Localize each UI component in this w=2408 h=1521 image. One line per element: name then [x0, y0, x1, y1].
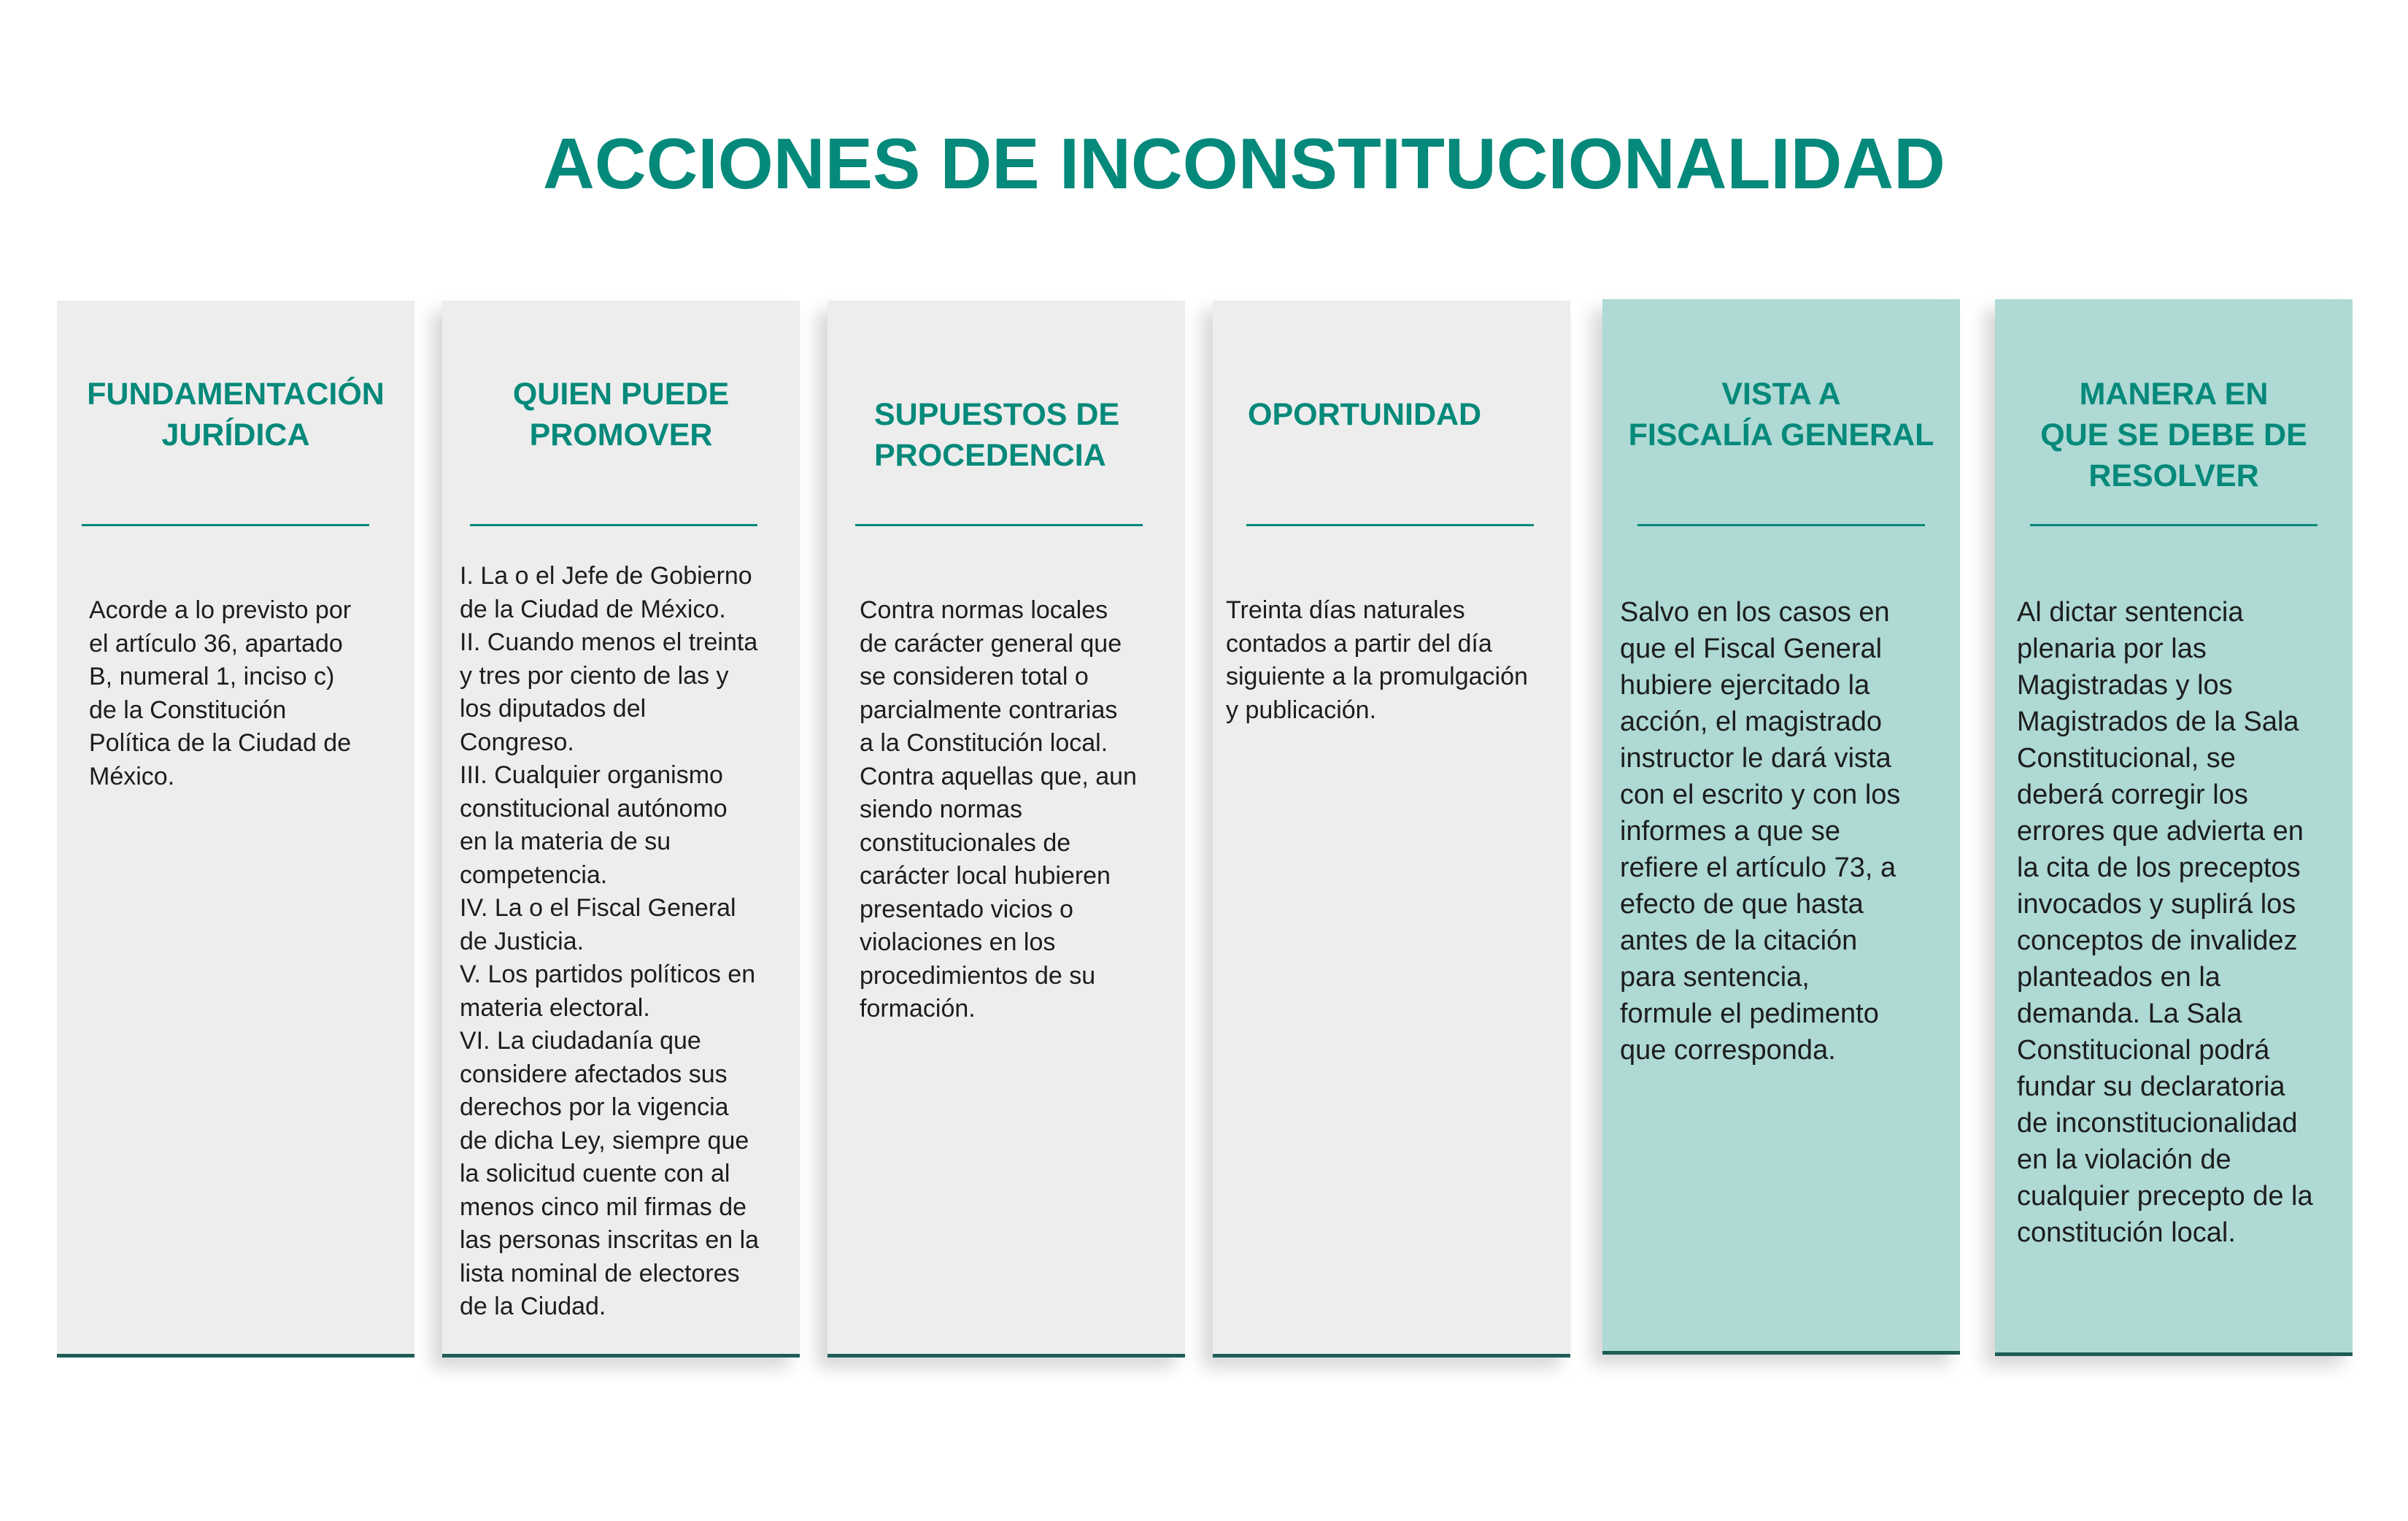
column-divider [2030, 524, 2318, 526]
column-title: VISTA A FISCALÍA GENERAL [1628, 377, 1934, 453]
column-divider [1246, 524, 1534, 526]
column-body-text: Acorde a lo previsto por el artículo 36, apartado B, numeral 1, inciso c) de la Constitución Política de la Ciudad de México. [89, 596, 352, 790]
column-title: OPORTUNIDAD [1248, 397, 1482, 432]
column-fundamentacion-juridica [57, 301, 414, 1358]
column-body-text: I. La o el Jefe de Gobierno de la Ciudad de México. II. Cuando menos el treinta y tres por ciento de las y los diputados del Congreso. III. Cualquier organismo constitucional autónomo en la materia de su competencia. IV. La o el Fiscal General de Justicia. V. Los partidos políticos en materia electoral. VI. La ciudadanía que considere afectados sus derechos por la vigencia de dicha Ley, siempre que la solicitud cuente con al menos cinco mil firmas de las personas inscritas en la lista nominal de electores de la Ciudad. [460, 562, 760, 1320]
column-title: SUPUESTOS DE PROCEDENCIA [874, 397, 1120, 473]
column-divider [855, 524, 1143, 526]
page-title: ACCIONES DE INCONSTITUCIONALIDAD [543, 123, 1945, 204]
column-body-text: Salvo en los casos en que el Fiscal General hubiere ejercitado la acción, el magistrado instructor le dará vista con el escrito y con los informes a que se refiere el artículo 73, a efecto de que hasta antes de la citación para sentencia, formule el pedimento que corresponda. [1620, 597, 1901, 1066]
column-quien-puede-promover [442, 301, 800, 1358]
column-body-text: Al dictar sentencia plenaria por las Magistradas y los Magistrados de la Sala Constitucional, se deberá corregir los errores que advierta en la cita de los preceptos invocados y suplirá los conceptos de invalidez planteados en la demanda. La Sala Constitucional podrá fundar su declaratoria de inconstitucionalidad en la violación de cualquier precepto de la constitución local. [2017, 597, 2313, 1248]
column-title: MANERA EN QUE SE DEBE DE RESOLVER [2040, 377, 2307, 493]
column-title: QUIEN PUEDE PROMOVER [512, 377, 730, 453]
column-body-text: Contra normas locales de carácter general que se consideren total o parcialmente contrarias a la Constitución local. Contra aquellas que, aun siendo normas constitucionales de carácter local hubieren presentado vicios o violaciones en los procedimientos de su formación. [860, 596, 1137, 1023]
column-body-text: Treinta días naturales contados a partir del día siguiente a la promulgación y publicación. [1226, 596, 1528, 724]
column-divider [470, 524, 757, 526]
column-oportunidad [1213, 301, 1570, 1358]
column-title: FUNDAMENTACIÓN JURÍDICA [87, 377, 385, 453]
column-divider [82, 524, 369, 526]
column-vista-a-fiscalia-general [1602, 299, 1960, 1355]
column-manera-de-resolver [1995, 299, 2353, 1356]
column-supuestos-de-procedencia [827, 301, 1185, 1358]
column-divider [1637, 524, 1925, 526]
